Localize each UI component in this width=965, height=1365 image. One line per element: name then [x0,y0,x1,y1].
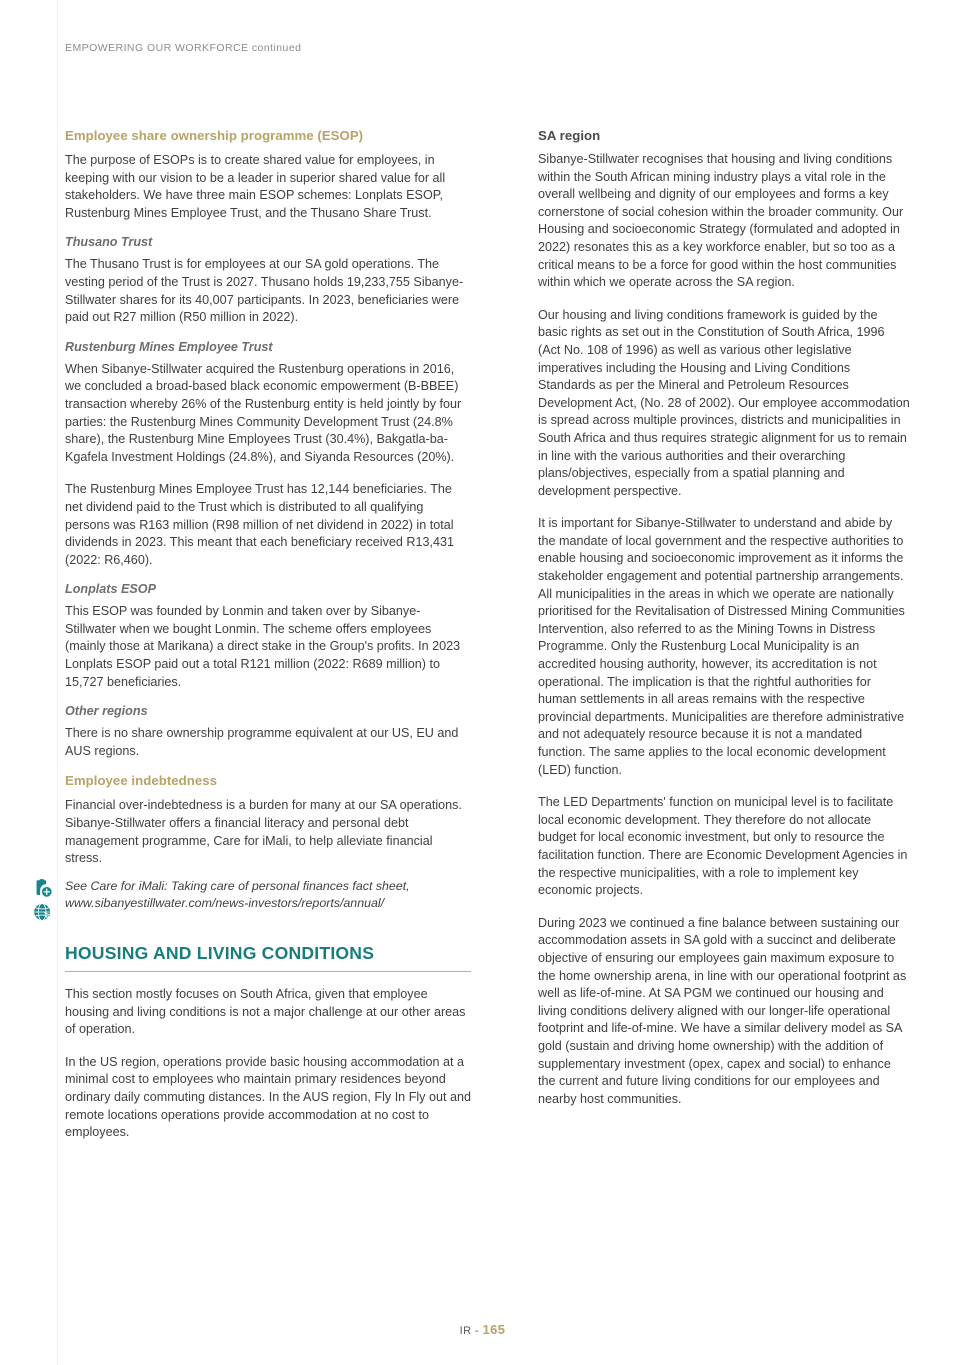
thusano-block [65,235,471,326]
footer-page-number: 165 [482,1322,506,1337]
other-regions-block [65,704,471,760]
indebtedness-block [65,773,471,867]
left-column [65,128,471,1142]
housing-paragraph-2: In the US region, operations provide basic housing accommodation at a minimal cost to employees who maintain primary residences beyond ordinary daily commuting distances. In the AUS region, Fly In Fly out and remote locations operations provide accommodation at no cost to employees. [65,1054,471,1140]
sa-region-heading: SA region [538,128,601,143]
page-footer [0,1322,965,1337]
lonplats-block [65,582,471,691]
indebtedness-paragraph: Financial over-indebtedness is a burden for many at our SA operations. Sibanye-Stillwater offers a financial literacy and personal debt management programme, Care for iMali, to help alleviate financial stress. [65,798,462,866]
rustenburg-paragraph-2: The Rustenburg Mines Employee Trust has 12,144 beneficiaries. The net dividend paid to the Trust which is distributed to all qualifying persons was R163 million (R98 million of net dividend in 2022) in total dividends in 2023. This meant that each beneficiary received R13,431 (2022: R6,460). [65,482,455,567]
report-document-icon[interactable] [32,878,62,900]
sa-region-paragraph-4: The LED Departments' function on municipal level is to facilitate local economic development. They therefore do not allocate budget for local economic investment, but only to resource the facilitation function. There are Economic Development Agencies in the respective municipalities, with a role to implement key economic projects. [538,795,908,898]
other-regions-subheading: Other regions [65,704,148,719]
globe-link-icon[interactable] [32,901,62,923]
two-column-layout [65,128,910,1142]
rustenburg-block [65,340,471,570]
reference-note-line-1: See Care for iMali: Taking care of personal finances fact sheet, [65,878,410,893]
reference-icon-group [32,878,62,924]
rustenburg-paragraph-1: When Sibanye-Stillwater acquired the Rustenburg operations in 2016, we concluded a broad-based black economic empowerment (B-BBEE) transaction whereby 26% of the Rustenburg entity is held jointly by four parties: the Rustenburg Mines Community Development Trust (24.8% share), the Rustenburg Mine Employees Trust (30.4%), Bakgatla-ba-Kgafela Investment Holdings (24.8%), and Siyanda Resources (20%). [65,361,462,464]
running-header: EMPOWERING OUR WORKFORCE continued [65,42,302,54]
indebtedness-heading: Employee indebtedness [65,773,218,789]
sa-region-paragraph-3: It is important for Sibanye-Stillwater to understand and abide by the mandate of local government and the respective authorities to enable housing and socioeconomic improvement as it informs the stakeholder engagement and potential partnership arrangements. All municipalities in the areas in which we operate are nationally prioritised for the Revitalisation of Distressed Mining Communities Intervention, also referred to as the Mining Towns in Distress Programme. Only the Rustenburg Local Municipality is an accredited housing authority, however, its accreditation is not operational. The implication is that the rightful authorities for human settlements in all areas remains with the respective provincial departments. Municipalities are therefore administrative and not adequately resource because it is not a mandated function. The same applies to the local economic development (LED) function. [538,516,905,777]
lonplats-subheading: Lonplats ESOP [65,582,156,597]
reference-note-line-2[interactable]: www.sibanyestillwater.com/news-investors/reports/annual/ [65,896,385,911]
sa-region-paragraph-1: Sibanye-Stillwater recognises that housing and living conditions within the South African mining industry plays a vital role in the overall wellbeing and dignity of our employees and forms a key cornerstone of social cohesion within the broader community. Our Housing and socioeconomic Strategy (formulated and adopted in 2022) resonates this as a key workforce enabler, but so too as a critical means to be a force for good within the host communities within which we operate across the SA region. [538,152,904,290]
rustenburg-subheading: Rustenburg Mines Employee Trust [65,339,273,354]
housing-paragraph-1: This section mostly focuses on South Africa, given that employee housing and living conditions is not a major challenge at our other areas of operation. [65,987,466,1037]
reference-note-text [65,878,410,913]
sa-region-paragraph-5: During 2023 we continued a fine balance between sustaining our accommodation assets in SA gold with a succinct and deliberate objective of ensuring our employees gain maximum exposure to the home ownership arena, in line with our operational footprint as well as life-of-mine. At SA PGM we continued our housing and living conditions delivery aligned with our longer-life operational footprint and life-of-mine. We have a similar delivery model as SA gold (sustain and driving home ownership) with the addition of supplementary investment (opex, capex and social) to enhance the current and future living conditions for our employees and nearby host communities. [538,915,907,1106]
esop-heading: Employee share ownership programme (ESOP) [65,128,364,143]
page-left-edge [0,0,58,1365]
thusano-subheading: Thusano Trust [65,235,153,250]
esop-block [65,128,471,222]
right-column [538,128,910,1142]
lonplats-paragraph: This ESOP was founded by Lonmin and taken over by Sibanye-Stillwater when we bought Lonmin. The scheme offers employees (mainly those at Marikana) a direct stake in the Group's profits. In 2023 Lonplats ESOP paid out a total R121 million (2022: R689 million) to 15,727 beneficiaries. [65,604,461,689]
other-regions-paragraph: There is no share ownership programme equivalent at our US, EU and AUS regions. [65,726,459,758]
sa-region-paragraph-2: Our housing and living conditions framework is guided by the basic rights as set out in the Constitution of South Africa, 1996 (Act No. 108 of 1996) as well as various other legislative imperatives including the Housing and Living Conditions Standards as per the Mineral and Petroleum Resources Development Act, (No. 28 of 2002). Our employee accommodation is spread across multiple provinces, districts and municipalities in South Africa and thus requires strategic alignment for us to remain in line with the various authorities and their overarching plans/objectives, especially from a spatial planning and development perspective. [538,307,910,498]
section-title-rule [65,971,471,972]
thusano-paragraph: The Thusano Trust is for employees at our SA gold operations. The vesting period of the Trust is 2027. Thusano holds 19,233,755 Sibanye-Stillwater shares for its 40,007 participants. In 2023, beneficiaries were paid out R27 million (R50 million in 2022). [65,257,464,325]
reference-note [65,878,471,913]
esop-paragraph: The purpose of ESOPs is to create shared value for employees, in keeping with our vision to be a leader in superior shared value for all stakeholders. We have three main ESOP schemes: Lonplats ESOP, Rustenburg Mines Employee Trust, and the Thusano Share Trust. [65,153,446,220]
footer-prefix: IR - [459,1325,483,1337]
section-title: HOUSING AND LIVING CONDITIONS [65,943,375,963]
